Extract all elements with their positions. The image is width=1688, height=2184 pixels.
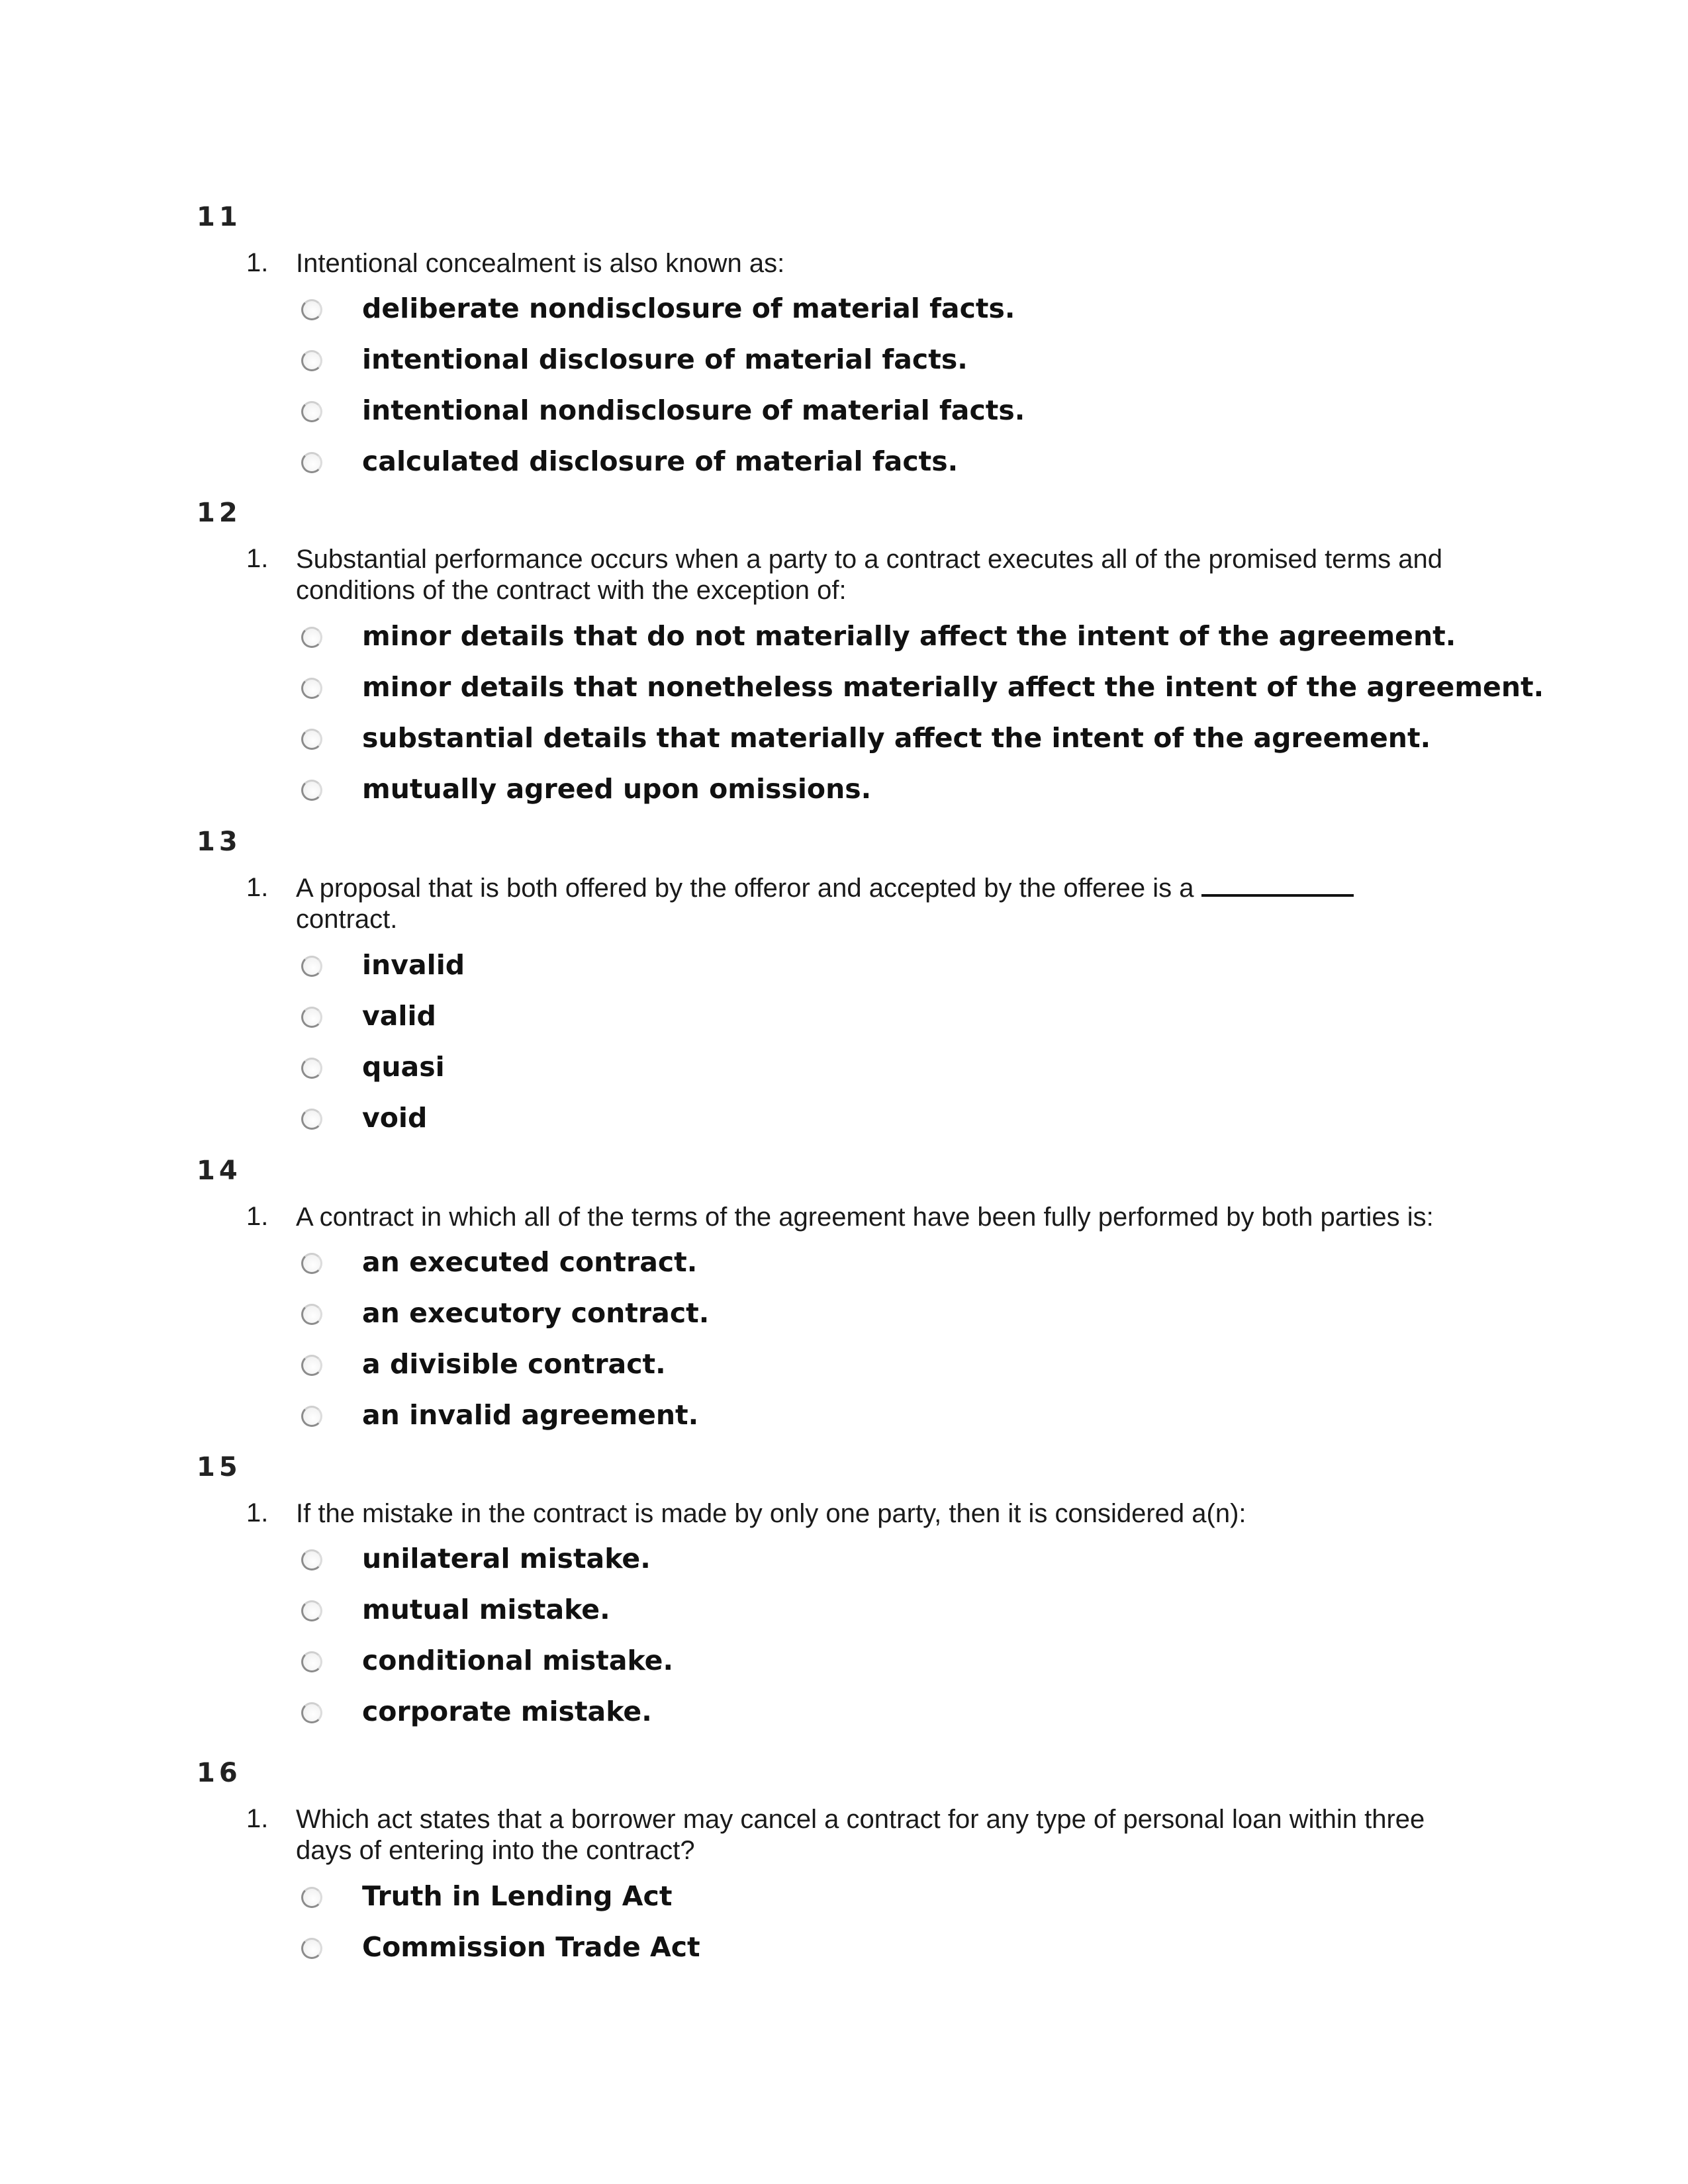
question-number: 12 [197, 498, 242, 528]
question-stem [296, 873, 1487, 935]
question-stem: Substantial performance occurs when a party to a contract executes all of the promised terms and conditions of the contract with the exception of: [296, 545, 1442, 605]
question-index: 1. [246, 1498, 269, 1527]
question-stem: Which act states that a borrower may cancel a contract for any type of personal loan within three days of entering into the contract? [296, 1805, 1425, 1865]
question-stem: If the mistake in the contract is made by only one party, then it is considered a(n): [296, 1499, 1246, 1528]
answer-option-label: quasi [362, 1051, 445, 1083]
question-stem: A contract in which all of the terms of the agreement have been fully performed by both parties is: [296, 1203, 1434, 1232]
radio-button-icon[interactable] [301, 1355, 322, 1376]
radio-button-icon[interactable] [301, 350, 322, 371]
answer-option-label: conditional mistake. [362, 1645, 674, 1676]
radio-button-icon[interactable] [301, 299, 322, 320]
radio-button-icon[interactable] [301, 678, 322, 699]
answer-option-label: valid [362, 1000, 436, 1032]
radio-button-icon[interactable] [301, 1304, 322, 1325]
radio-button-icon[interactable] [301, 1253, 322, 1274]
radio-button-icon[interactable] [301, 956, 322, 977]
answer-option-label: invalid [362, 949, 465, 981]
answer-option-label: an invalid agreement. [362, 1399, 699, 1431]
question-number: 11 [197, 202, 242, 232]
answer-option-label: an executory contract. [362, 1297, 710, 1329]
answer-option-label: minor details that do not materially affect the intent of the agreement. [362, 620, 1456, 652]
question-index: 1. [246, 248, 269, 277]
radio-button-icon[interactable] [301, 1887, 322, 1908]
answer-option-label: intentional disclosure of material facts. [362, 343, 968, 375]
question-number: 16 [197, 1758, 242, 1788]
question-index: 1. [246, 1804, 269, 1833]
question-stem: Intentional concealment is also known as: [296, 249, 785, 278]
answer-option-label: corporate mistake. [362, 1696, 652, 1727]
question-stem-text: contract. [296, 905, 398, 934]
question-number: 14 [197, 1156, 242, 1186]
radio-button-icon[interactable] [301, 729, 322, 750]
radio-button-icon[interactable] [301, 1938, 322, 1959]
answer-option-label: mutually agreed upon omissions. [362, 773, 872, 805]
answer-option-label: a divisible contract. [362, 1348, 666, 1380]
answer-option-label: an executed contract. [362, 1246, 698, 1278]
fill-in-blank [1201, 874, 1354, 897]
answer-option-label: deliberate nondisclosure of material facts. [362, 293, 1015, 324]
answer-option-label: void [362, 1102, 428, 1134]
answer-option-label: calculated disclosure of material facts. [362, 445, 959, 477]
radio-button-icon[interactable] [301, 1600, 322, 1621]
radio-button-icon[interactable] [301, 627, 322, 648]
radio-button-icon[interactable] [301, 1058, 322, 1079]
question-index: 1. [246, 1202, 269, 1231]
answer-option-label: unilateral mistake. [362, 1543, 651, 1574]
radio-button-icon[interactable] [301, 401, 322, 422]
answer-option-label: minor details that nonetheless materially affect the intent of the agreement. [362, 671, 1544, 703]
answer-option-label: mutual mistake. [362, 1594, 610, 1625]
question-stem-text: A proposal that is both offered by the offeror and accepted by the offeree is a [296, 874, 1194, 903]
answer-option-label: Truth in Lending Act [362, 1880, 673, 1912]
radio-button-icon[interactable] [301, 1109, 322, 1130]
question-index: 1. [246, 873, 269, 902]
question-index: 1. [246, 544, 269, 573]
answer-option-label: substantial details that materially affect the intent of the agreement. [362, 722, 1431, 754]
radio-button-icon[interactable] [301, 1406, 322, 1427]
radio-button-icon[interactable] [301, 1549, 322, 1570]
radio-button-icon[interactable] [301, 780, 322, 801]
radio-button-icon[interactable] [301, 1651, 322, 1672]
question-number: 13 [197, 827, 242, 857]
radio-button-icon[interactable] [301, 1702, 322, 1723]
answer-option-label: intentional nondisclosure of material facts. [362, 394, 1025, 426]
answer-option-label: Commission Trade Act [362, 1931, 700, 1963]
radio-button-icon[interactable] [301, 1007, 322, 1028]
question-number: 15 [197, 1452, 242, 1482]
radio-button-icon[interactable] [301, 452, 322, 473]
